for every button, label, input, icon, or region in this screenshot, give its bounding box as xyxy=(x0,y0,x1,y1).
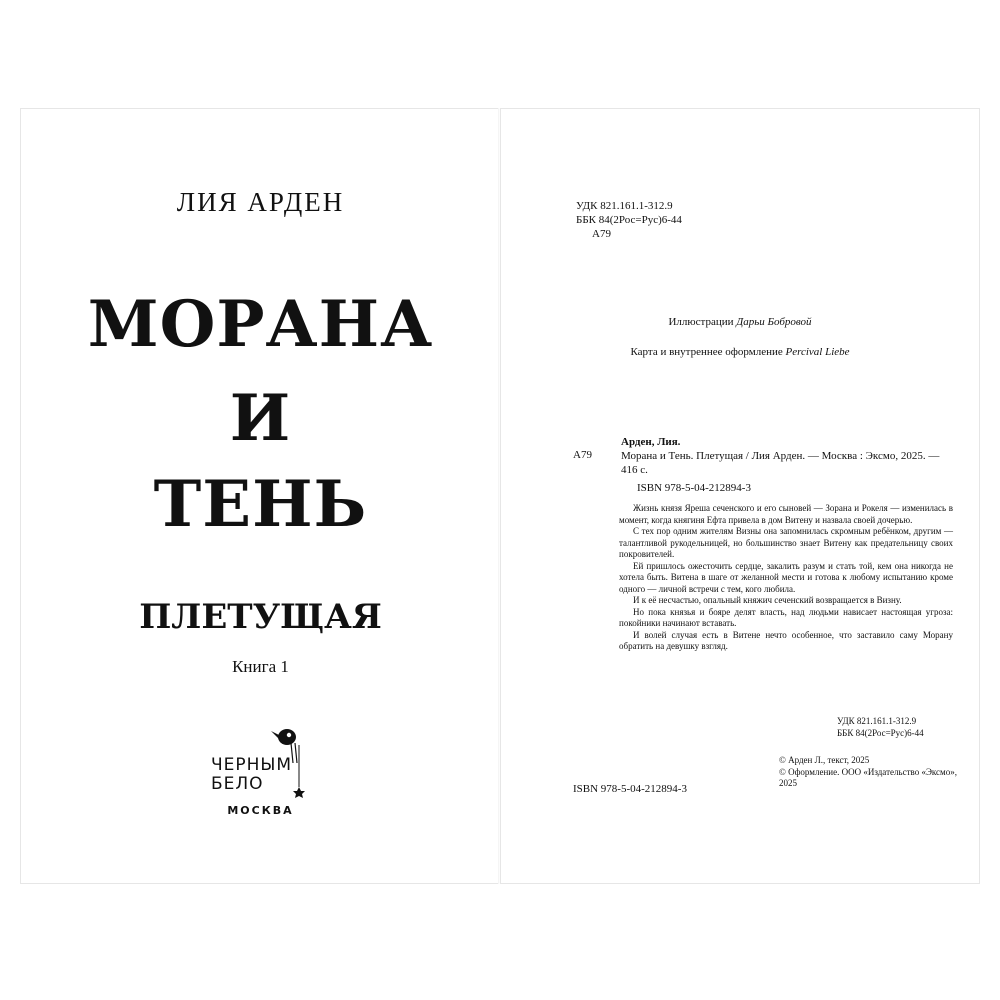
udk-small: УДК 821.161.1-312.9 xyxy=(837,716,917,726)
annotation-paragraph: Жизнь князя Яреша сеченского и его сыновей — Зорана и Рокеля — изменилась в момент, когда княгиня Ефта привела в дом Витену и назвала своей дочерью. xyxy=(619,503,953,525)
design-prefix: Карта и внутреннее оформление xyxy=(630,346,786,358)
title-line-1: МОРАНА xyxy=(87,287,434,362)
annotation-paragraph: С тех пор одним жителям Визны она запомнилась скромным ребёнком, другим — талантливой рукодельницей, но большинство знает Витену как предательницу своих покровителей. xyxy=(619,526,953,559)
publisher-text-2: БЕЛО xyxy=(211,774,264,794)
author-code: А79 xyxy=(592,228,611,240)
isbn-bottom: ISBN 978-5-04-212894-3 xyxy=(573,783,687,795)
annotation xyxy=(619,503,953,653)
bbk-small: ББК 84(2Рос=Рус)6-44 xyxy=(837,728,924,738)
subtitle: ПЛЕТУЩАЯ xyxy=(139,597,382,637)
publisher-text-1: ЧЕРНЫМ xyxy=(211,755,293,775)
annotation-paragraph: И к её несчастью, опальный княжич сеченский возвращается в Визну. xyxy=(633,595,902,605)
catalog-description: Морана и Тень. Плетущая / Лия Арден. — Москва : Эксмо, 2025. — 416 с. xyxy=(621,450,940,476)
illustrations-credit xyxy=(501,316,979,328)
annotation-paragraph: И волей случая есть в Витене нечто особенное, что заставило саму Морану обратить на девушку взгляд. xyxy=(619,629,953,651)
city: МОСКВА xyxy=(227,804,294,817)
left-page xyxy=(20,108,500,884)
title-line-3: ТЕНЬ xyxy=(153,467,368,542)
illustrator-name: Дарьи Бобровой xyxy=(736,316,812,328)
right-page xyxy=(500,108,980,884)
bbk-code: ББК 84(2Рос=Рус)6-44 xyxy=(576,214,682,226)
catalog-code: А79 xyxy=(573,449,592,461)
udk-code: УДК 821.161.1-312.9 xyxy=(576,200,673,212)
designer-name: Percival Liebe xyxy=(785,346,850,358)
annotation-paragraph: Но пока князья и бояре делят власть, над людьми нависает настоящая угроза: покойники начинают вставать. xyxy=(619,606,953,628)
design-credit xyxy=(501,346,979,358)
book-number: Книга 1 xyxy=(232,657,289,676)
author-name: ЛИЯ АРДЕН xyxy=(176,187,345,217)
illustrations-prefix: Иллюстрации xyxy=(668,316,737,328)
annotation-paragraph: Ей пришлось ожесточить сердце, закалить разум и стать той, кем она никогда не хотела быть. Витена в шаге от желанной мести и готова к любому испытанию кроме одного — личной встречи с тем, кого любила. xyxy=(619,560,953,594)
copyright-text: © Арден Л., текст, 2025 xyxy=(779,755,870,765)
udk-block xyxy=(576,199,682,241)
catalog-isbn: ISBN 978-5-04-212894-3 xyxy=(637,482,751,494)
title-line-2: И xyxy=(229,381,292,456)
udk-small-block xyxy=(837,715,924,739)
copyright-design: © Оформление. ООО «Издательство «Эксмо», 2025 xyxy=(779,766,957,788)
copyright-block xyxy=(779,755,959,790)
catalog-entry xyxy=(621,435,953,495)
catalog-author: Арден, Лия. xyxy=(621,436,681,448)
